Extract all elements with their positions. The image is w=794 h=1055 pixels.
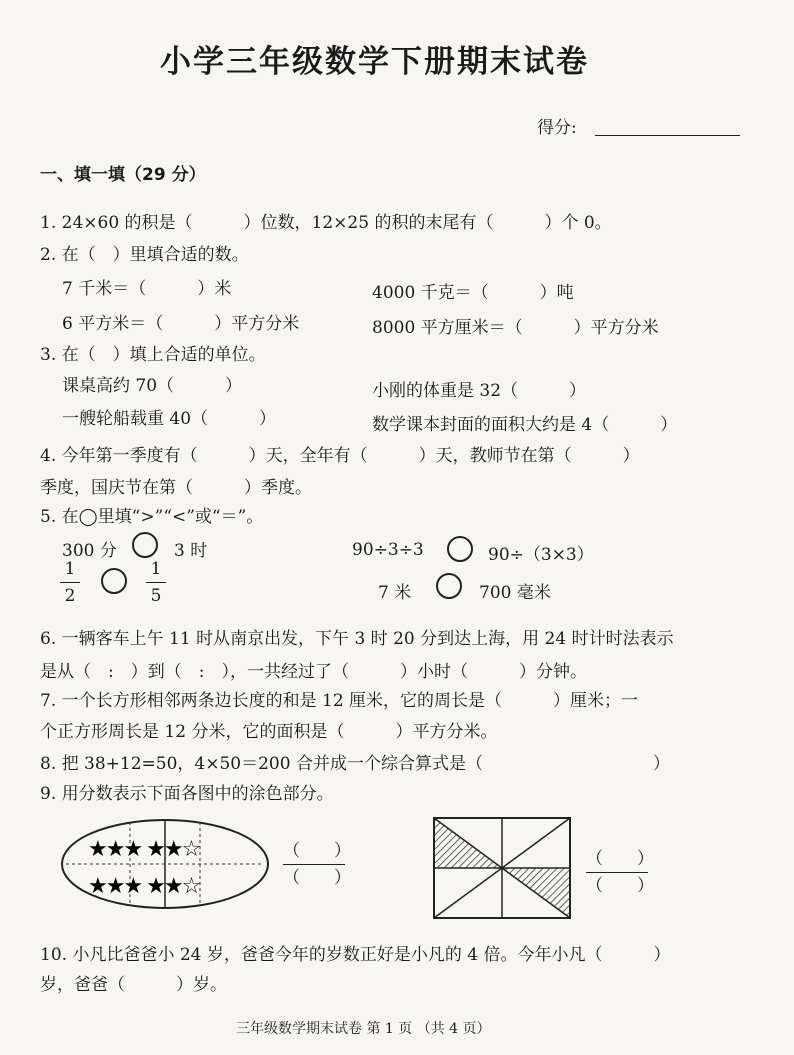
fraction-bar [146,582,166,583]
compare-d-right: 700 毫米 [479,583,551,603]
compare-a-right: 3 时 [174,541,208,561]
answer-denominator: （ ） [586,876,654,896]
answer-denominator: （ ） [283,868,351,888]
fraction-fifth [146,558,166,607]
fraction-denominator: 5 [150,586,162,606]
star-row-2: ★★★ ★★☆ [88,874,200,899]
question-3d: 数学课本封面的面积大约是 4（ ） [372,415,678,435]
answer-fraction-2[interactable] [586,848,654,897]
question-2d: 8000 平方厘米＝（ ）平方分米 [372,318,659,338]
score-blank[interactable] [595,135,740,136]
answer-fraction-1[interactable] [283,840,351,889]
fraction-denominator: 2 [64,586,76,606]
page-footer: 三年级数学期末试卷 第 1 页 （共 4 页） [236,1021,491,1037]
fraction-bar [586,872,648,873]
question-7-line1: 7. 一个长方形相邻两条边长度的和是 12 厘米，它的周长是（ ）厘米；一 [40,691,639,711]
fraction-bar [60,582,80,583]
question-9-stem: 9. 用分数表示下面各图中的涂色部分。 [40,784,334,804]
question-10-line1: 10. 小凡比爸爸小 24 岁，爸爸今年的岁数正好是小凡的 4 倍。今年小凡（ ） [40,945,671,965]
section-heading: 一、填一填（29 分） [40,165,206,185]
question-6-line2: 是从（ : ）到（ : ），一共经过了（ ）小时（ ）分钟。 [40,662,587,682]
compare-b-right: 90÷（3×3） [488,545,594,565]
fraction-bar [283,864,345,865]
question-8: 8. 把 38+12=50，4×50＝200 合并成一个综合算式是（ ） [40,754,670,774]
question-4-line2: 季度，国庆节在第（ ）季度。 [40,478,312,498]
question-3c: 一艘轮船载重 40（ ） [62,409,277,429]
fraction-numerator: 1 [64,559,76,579]
question-4-line1: 4. 今年第一季度有（ ）天，全年有（ ）天，教师节在第（ ） [40,446,640,466]
compare-circle-a[interactable] [132,532,158,558]
question-2-stem: 2. 在（ ）里填合适的数。 [40,245,249,265]
fraction-numerator: 1 [150,559,162,579]
star-oval-figure [60,818,270,910]
question-5-stem: 5. 在◯里填“>”“<”或“＝”。 [40,507,264,527]
answer-numerator: （ ） [586,849,654,869]
compare-a-left: 300 分 [62,541,117,561]
compare-d-left: 7 米 [378,583,412,603]
compare-circle-d[interactable] [436,573,462,599]
fraction-half [60,558,80,607]
question-2c: 6 平方米＝（ ）平方分米 [62,314,300,334]
question-2a: 7 千米＝（ ）米 [62,279,232,299]
star-row-1: ★★★ ★★☆ [88,837,200,862]
question-3a: 课桌高约 70（ ） [62,376,243,396]
compare-b-left: 90÷3÷3 [352,540,424,560]
rectangle-figure [432,816,572,920]
score-label: 得分: [537,118,577,138]
question-3-stem: 3. 在（ ）填上合适的单位。 [40,345,266,365]
question-7-line2: 个正方形周长是 12 分米，它的面积是（ ）平方分米。 [40,722,498,742]
compare-circle-c[interactable] [101,568,127,594]
question-6-line1: 6. 一辆客车上午 11 时从南京出发，下午 3 时 20 分到达上海，用 24 时计时法表示 [40,629,674,649]
question-1: 1. 24×60 的积是（ ）位数，12×25 的积的末尾有（ ）个 0。 [40,213,612,233]
question-2b: 4000 千克＝（ ）吨 [372,283,574,303]
question-10-line2: 岁，爸爸（ ）岁。 [40,975,227,995]
answer-numerator: （ ） [283,841,351,861]
compare-circle-b[interactable] [447,536,473,562]
page-title: 小学三年级数学下册期末试卷 [160,44,589,80]
question-3b: 小刚的体重是 32（ ） [372,381,587,401]
